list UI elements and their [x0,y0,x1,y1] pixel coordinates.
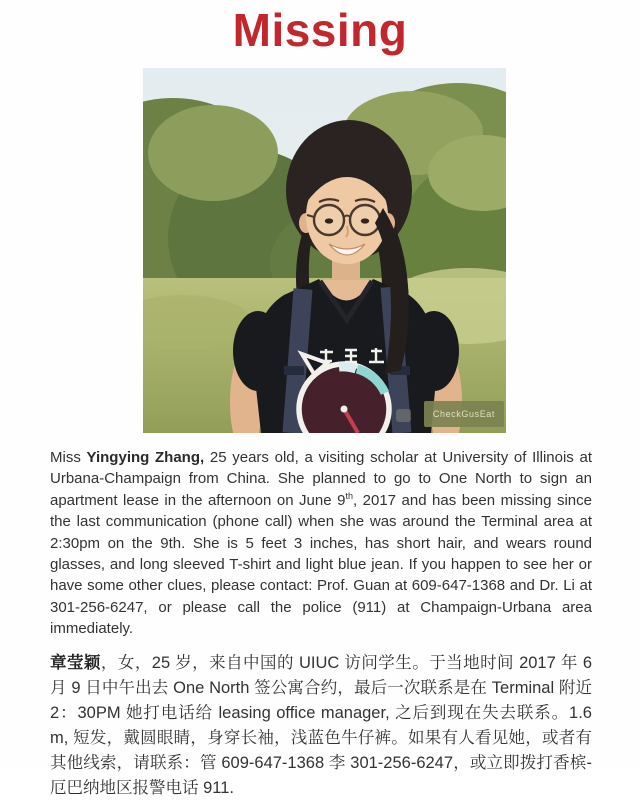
en-text-after-sup: , 2017 and has been missing since the last communication (phone call) when she was around the Terminal area at 2:30pm on the 9th. She is 5 feet 3 inches, has short hair, and wears round glasses, and long sleeved T-shirt and light blue jean. If you happen to see her or have some other clues, please contact: Prof. Guan at 609-647-1368 and Dr. Li at 301-256-6247, or please call the police (911) at Champaign-Urbana area immediately. [50,491,592,638]
en-text-prefix: Miss [50,448,87,466]
english-description [50,447,592,640]
person-name-zh: 章莹颖 [50,653,101,672]
ordinal-superscript: th [345,490,353,501]
en-text-before-sup: 25 years old, a visiting scholar at University of Illinois at Urbana-Champaign from China. She planned to go to One North to sign an apartment lease in the afternoon on June 9 [50,448,592,509]
photo-watermark: CheckGusEat [424,401,504,427]
person-name-en: Yingying Zhang, [86,448,205,466]
photo-illustration [143,68,506,433]
watermark-logo-icon [396,409,411,422]
zh-text: ，女，25 岁，来自中国的 UIUC 访问学生。于当地时间 2017 年 6 月 9 日中午出去 One North 签公寓合约，最后一次联系是在 Terminal 附近 2：30PM 她打电话给 leasing office manager, 之后到现在失去联系。1.6 m, 短发，戴圆眼睛，身穿长袖，浅蓝色牛仔裤。如果有人看见她，或者有其他线索，请联系：管 609-647-1368 李 301-256-6247，或立即拨打香槟-厄巴纳地区报警电话 911. [50,653,593,797]
chinese-description [50,651,592,801]
missing-person-photo [143,68,506,433]
poster-title: Missing [232,4,408,56]
